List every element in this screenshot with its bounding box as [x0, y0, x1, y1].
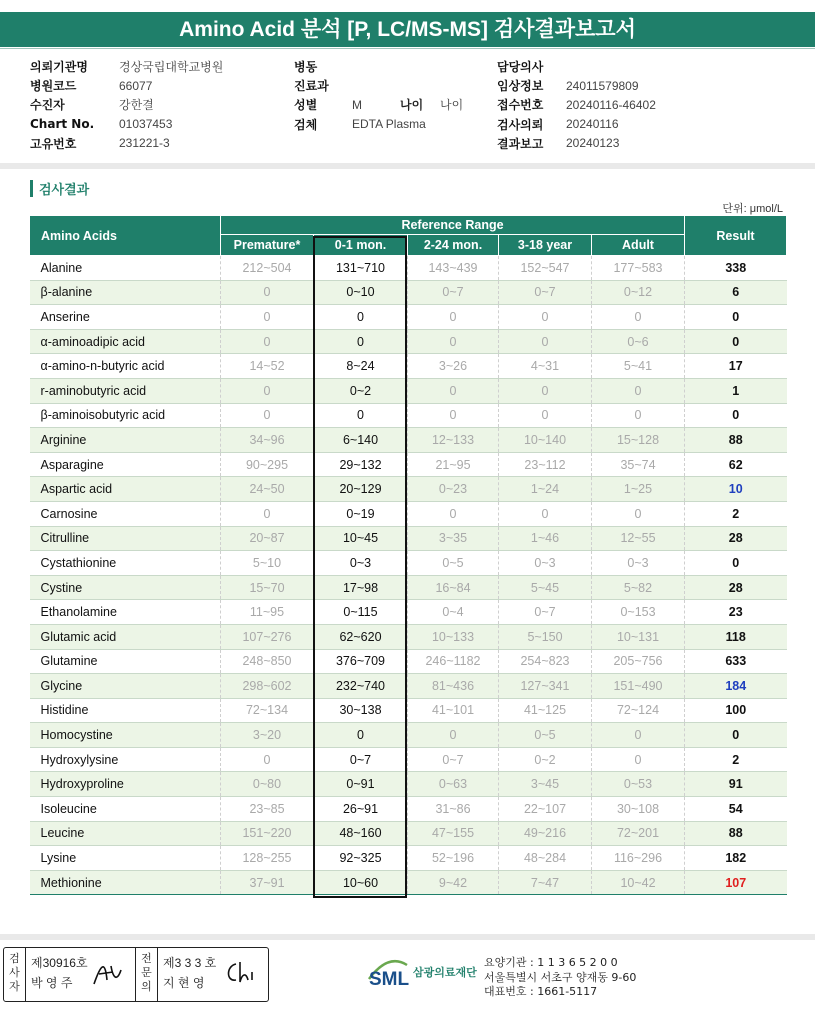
reference-range-cell: 0	[499, 501, 592, 526]
reference-range-cell: 0~12	[592, 280, 685, 305]
reference-range-cell: 29~132	[314, 452, 408, 477]
reference-range-cell: 0~3	[592, 551, 685, 576]
reference-range-cell: 0~5	[408, 551, 499, 576]
reference-range-cell: 81~436	[408, 674, 499, 699]
amino-acid-name: α-amino-n-butyric acid	[30, 354, 221, 379]
table-row	[30, 477, 787, 502]
inspector-license: 제30916호	[31, 956, 88, 970]
reference-range-cell: 26~91	[314, 797, 408, 822]
reference-range-cell: 23~85	[221, 797, 314, 822]
info-label: 담당의사	[497, 60, 544, 75]
reference-range-cell: 0	[592, 501, 685, 526]
section-heading	[30, 179, 89, 197]
reference-range-cell: 5~45	[499, 575, 592, 600]
reference-range-cell: 5~10	[221, 551, 314, 576]
inspector-cell	[26, 948, 136, 1001]
address-line: 요양기관 : 1 1 3 6 5 2 0 0	[484, 956, 618, 969]
amino-acid-name: Arginine	[30, 428, 221, 453]
info-label: 검사의뢰	[497, 117, 544, 132]
info-row-doctor	[497, 57, 656, 76]
reference-range-cell: 0	[314, 305, 408, 330]
amino-acid-name: Citrulline	[30, 526, 221, 551]
reference-range-cell: 0	[221, 305, 314, 330]
result-value: 54	[685, 797, 787, 822]
reference-range-cell: 48~284	[499, 846, 592, 871]
result-value: 633	[685, 649, 787, 674]
reference-range-cell: 31~86	[408, 797, 499, 822]
reference-range-cell: 0	[314, 329, 408, 354]
amino-acid-name: β-alanine	[30, 280, 221, 305]
reference-range-cell: 0~4	[408, 600, 499, 625]
reference-range-cell: 12~55	[592, 526, 685, 551]
inspector-name: 박 영 주	[31, 976, 73, 990]
amino-acid-name: Ethanolamine	[30, 600, 221, 625]
result-value: 107	[685, 870, 787, 895]
info-value: 20240116	[566, 117, 619, 132]
reference-range-cell: 0	[314, 723, 408, 748]
info-row-request-date	[497, 115, 656, 134]
reference-range-cell: 10~60	[314, 870, 408, 895]
reference-range-cell: 0	[408, 378, 499, 403]
reference-range-cell: 0~2	[314, 378, 408, 403]
reference-range-cell: 127~341	[499, 674, 592, 699]
info-value: 20240123	[566, 136, 620, 151]
table-row	[30, 329, 787, 354]
title-divider	[0, 48, 815, 49]
logo-swoosh-icon	[367, 955, 409, 989]
reference-range-cell: 34~96	[221, 428, 314, 453]
result-value: 100	[685, 698, 787, 723]
reference-range-cell: 1~46	[499, 526, 592, 551]
result-value: 28	[685, 575, 787, 600]
reference-range-cell: 8~24	[314, 354, 408, 379]
signature-box	[3, 947, 269, 1002]
header-reference-range: Reference Range	[221, 216, 685, 235]
amino-acid-name: Lysine	[30, 846, 221, 871]
amino-acid-name: Glutamine	[30, 649, 221, 674]
reference-range-cell: 143~439	[408, 256, 499, 281]
reference-range-cell: 248~850	[221, 649, 314, 674]
reference-range-cell: 37~91	[221, 870, 314, 895]
reference-range-cell: 0~7	[499, 280, 592, 305]
info-row-clinical-info	[497, 76, 656, 95]
amino-acid-name: Carnosine	[30, 501, 221, 526]
reference-range-cell: 0~23	[408, 477, 499, 502]
section-divider	[0, 163, 815, 169]
table-row	[30, 501, 787, 526]
reference-range-cell: 0~7	[314, 747, 408, 772]
table-row	[30, 378, 787, 403]
specialist-signature-icon	[222, 958, 258, 988]
info-row-specimen	[294, 115, 463, 134]
reference-range-cell: 15~128	[592, 428, 685, 453]
reference-range-cell: 0~7	[408, 280, 499, 305]
table-row	[30, 452, 787, 477]
reference-range-cell: 0	[408, 501, 499, 526]
org-name: 삼광의료재단	[413, 966, 477, 979]
table-row	[30, 256, 787, 281]
reference-range-cell: 298~602	[221, 674, 314, 699]
table-row	[30, 723, 787, 748]
result-value: 1	[685, 378, 787, 403]
info-value: 01037453	[119, 117, 173, 132]
info-label: 병동	[294, 60, 318, 75]
header-premature: Premature*	[221, 235, 314, 256]
reference-range-cell: 15~70	[221, 575, 314, 600]
table-row	[30, 575, 787, 600]
reference-range-cell: 0	[221, 403, 314, 428]
reference-range-cell: 9~42	[408, 870, 499, 895]
info-value: 231221-3	[119, 136, 170, 151]
reference-range-cell: 1~25	[592, 477, 685, 502]
result-value: 0	[685, 305, 787, 330]
patient-info-col2	[294, 57, 463, 134]
result-value: 62	[685, 452, 787, 477]
reference-range-cell: 41~125	[499, 698, 592, 723]
amino-acid-name: Aspartic acid	[30, 477, 221, 502]
age-value: 나이	[440, 98, 464, 113]
sml-logo	[367, 955, 477, 989]
reference-range-cell: 0	[592, 305, 685, 330]
info-row-receipt-no	[497, 95, 656, 114]
amino-acid-name: Glycine	[30, 674, 221, 699]
reference-range-cell: 0	[408, 403, 499, 428]
result-value: 28	[685, 526, 787, 551]
table-row	[30, 846, 787, 871]
info-label: 진료과	[294, 79, 329, 94]
reference-range-cell: 0	[592, 378, 685, 403]
inspector-signature-icon	[91, 958, 125, 988]
reference-range-cell: 11~95	[221, 600, 314, 625]
table-row	[30, 772, 787, 797]
info-value: 20240116-46402	[566, 97, 656, 112]
info-label: Chart No.	[30, 117, 95, 132]
reference-range-cell: 4~31	[499, 354, 592, 379]
reference-range-cell: 0	[221, 280, 314, 305]
reference-range-cell: 72~134	[221, 698, 314, 723]
reference-range-cell: 10~133	[408, 624, 499, 649]
reference-range-cell: 0~91	[314, 772, 408, 797]
reference-range-cell: 0~5	[499, 723, 592, 748]
specialist-name: 지 현 영	[163, 976, 205, 990]
result-value: 2	[685, 747, 787, 772]
reference-range-cell: 90~295	[221, 452, 314, 477]
reference-range-cell: 10~131	[592, 624, 685, 649]
reference-range-cell: 3~20	[221, 723, 314, 748]
reference-range-cell: 0	[408, 329, 499, 354]
info-label: 병원코드	[30, 79, 77, 94]
amino-acid-name: Hydroxyproline	[30, 772, 221, 797]
reference-range-cell: 212~504	[221, 256, 314, 281]
reference-range-cell: 0	[221, 329, 314, 354]
info-label: 수진자	[30, 98, 65, 113]
amino-acid-name: Isoleucine	[30, 797, 221, 822]
info-row-report-date	[497, 134, 656, 153]
result-value: 88	[685, 428, 787, 453]
reference-range-cell: 30~108	[592, 797, 685, 822]
result-value: 17	[685, 354, 787, 379]
reference-range-cell: 41~101	[408, 698, 499, 723]
reference-range-cell: 10~45	[314, 526, 408, 551]
reference-range-cell: 49~216	[499, 821, 592, 846]
reference-range-cell: 0~63	[408, 772, 499, 797]
info-value: M	[352, 97, 362, 112]
reference-range-cell: 131~710	[314, 256, 408, 281]
section-marker	[30, 180, 33, 197]
amino-acid-name: Methionine	[30, 870, 221, 895]
info-row-ward	[294, 57, 463, 76]
reference-range-cell: 246~1182	[408, 649, 499, 674]
amino-acid-name: α-aminoadipic acid	[30, 329, 221, 354]
table-row	[30, 280, 787, 305]
reference-range-cell: 232~740	[314, 674, 408, 699]
table-row	[30, 428, 787, 453]
reference-range-cell: 116~296	[592, 846, 685, 871]
age-label: 나이	[400, 98, 424, 113]
info-row-sex-age	[294, 95, 463, 114]
reference-range-cell: 3~45	[499, 772, 592, 797]
reference-range-cell: 0~2	[499, 747, 592, 772]
table-row	[30, 354, 787, 379]
address-line: 서울특별시 서초구 양재동 9-60	[484, 970, 637, 984]
reference-range-cell: 0~80	[221, 772, 314, 797]
result-value: 0	[685, 723, 787, 748]
amino-acid-name: Cystine	[30, 575, 221, 600]
reference-range-cell: 0	[221, 378, 314, 403]
result-value: 182	[685, 846, 787, 871]
reference-range-cell: 0	[499, 305, 592, 330]
inspector-label: 검사자	[4, 948, 26, 1001]
reference-range-cell: 107~276	[221, 624, 314, 649]
table-row	[30, 649, 787, 674]
info-label: 임상정보	[497, 79, 544, 94]
reference-range-cell: 17~98	[314, 575, 408, 600]
info-value: 24011579809	[566, 78, 639, 93]
reference-range-cell: 7~47	[499, 870, 592, 895]
reference-range-cell: 0~19	[314, 501, 408, 526]
header-0-1-mon: 0-1 mon.	[314, 235, 408, 256]
amino-acid-name: Leucine	[30, 821, 221, 846]
result-value: 0	[685, 551, 787, 576]
reference-range-cell: 20~87	[221, 526, 314, 551]
reference-range-cell: 0~115	[314, 600, 408, 625]
reference-range-cell: 0~10	[314, 280, 408, 305]
header-3-18-year: 3-18 year	[499, 235, 592, 256]
table-row	[30, 674, 787, 699]
info-row-hospital-code	[30, 76, 223, 95]
reference-range-cell: 5~41	[592, 354, 685, 379]
info-label: 결과보고	[497, 136, 544, 151]
info-label: 고유번호	[30, 136, 77, 151]
section-title: 검사결과	[39, 182, 90, 198]
reference-range-cell: 5~150	[499, 624, 592, 649]
info-label: 성별	[294, 98, 318, 113]
reference-range-cell: 0~3	[499, 551, 592, 576]
reference-range-cell: 6~140	[314, 428, 408, 453]
reference-range-cell: 0	[408, 723, 499, 748]
table-row	[30, 403, 787, 428]
reference-range-cell: 376~709	[314, 649, 408, 674]
institution-address	[484, 956, 636, 1000]
reference-range-cell: 177~583	[592, 256, 685, 281]
table-row	[30, 870, 787, 895]
info-value: 66077	[119, 78, 153, 93]
table-row	[30, 747, 787, 772]
reference-range-cell: 72~124	[592, 698, 685, 723]
table-row	[30, 624, 787, 649]
amino-acid-name: Homocystine	[30, 723, 221, 748]
patient-info-col3	[497, 57, 656, 153]
reference-range-cell: 10~42	[592, 870, 685, 895]
logo-text: SML	[369, 969, 409, 989]
reference-range-cell: 0~53	[592, 772, 685, 797]
info-value: 강한결	[119, 98, 154, 113]
reference-range-cell: 3~35	[408, 526, 499, 551]
header-2-24-mon: 2-24 mon.	[408, 235, 499, 256]
result-value: 118	[685, 624, 787, 649]
reference-range-cell: 22~107	[499, 797, 592, 822]
amino-acid-name: β-aminoisobutyric acid	[30, 403, 221, 428]
amino-acid-name: Alanine	[30, 256, 221, 281]
info-row-institution	[30, 57, 223, 76]
result-value: 10	[685, 477, 787, 502]
reference-range-cell: 72~201	[592, 821, 685, 846]
amino-acid-table	[29, 215, 787, 895]
info-row-chart-no	[30, 115, 223, 134]
specialist-cell	[158, 948, 268, 1001]
reference-range-cell: 23~112	[499, 452, 592, 477]
result-value: 184	[685, 674, 787, 699]
footer-divider	[0, 934, 815, 940]
amino-acid-name: Anserine	[30, 305, 221, 330]
info-label: 접수번호	[497, 98, 544, 113]
result-value: 91	[685, 772, 787, 797]
reference-range-cell: 205~756	[592, 649, 685, 674]
reference-range-cell: 52~196	[408, 846, 499, 871]
amino-acid-name: Glutamic acid	[30, 624, 221, 649]
reference-range-cell: 0	[408, 305, 499, 330]
table-row	[30, 305, 787, 330]
header-result: Result	[685, 216, 787, 256]
table-row	[30, 526, 787, 551]
reference-range-cell: 0~6	[592, 329, 685, 354]
reference-range-cell: 0~7	[408, 747, 499, 772]
info-value: EDTA Plasma	[352, 117, 426, 132]
amino-acid-name: r-aminobutyric acid	[30, 378, 221, 403]
reference-range-cell: 0	[499, 329, 592, 354]
reference-range-cell: 0	[499, 403, 592, 428]
result-value: 0	[685, 329, 787, 354]
result-value: 0	[685, 403, 787, 428]
table-row	[30, 698, 787, 723]
reference-range-cell: 48~160	[314, 821, 408, 846]
reference-range-cell: 0~153	[592, 600, 685, 625]
reference-range-cell: 0	[221, 501, 314, 526]
info-value: 경상국립대학교병원	[119, 60, 224, 75]
reference-range-cell: 0	[221, 747, 314, 772]
reference-range-cell: 3~26	[408, 354, 499, 379]
reference-range-cell: 24~50	[221, 477, 314, 502]
info-label: 의뢰기관명	[30, 60, 88, 75]
reference-range-cell: 0	[592, 747, 685, 772]
reference-range-cell: 20~129	[314, 477, 408, 502]
report-title: Amino Acid 분석 [P, LC/MS-MS] 검사결과보고서	[0, 12, 815, 47]
specialist-label: 전문의	[136, 948, 158, 1001]
reference-range-cell: 0	[499, 378, 592, 403]
reference-range-cell: 0	[314, 403, 408, 428]
reference-range-cell: 151~490	[592, 674, 685, 699]
header-amino-acids: Amino Acids	[30, 216, 221, 256]
table-row	[30, 797, 787, 822]
info-row-department	[294, 76, 463, 95]
reference-range-cell: 0~3	[314, 551, 408, 576]
reference-range-cell: 0	[592, 403, 685, 428]
result-value: 88	[685, 821, 787, 846]
info-row-patient	[30, 95, 223, 114]
reference-range-cell: 30~138	[314, 698, 408, 723]
amino-acid-name: Cystathionine	[30, 551, 221, 576]
result-value: 2	[685, 501, 787, 526]
unit-label: 단위: μmol/L	[722, 203, 783, 215]
reference-range-cell: 16~84	[408, 575, 499, 600]
specialist-license: 제3 3 3 호	[163, 956, 217, 970]
reference-range-cell: 35~74	[592, 452, 685, 477]
reference-range-cell: 151~220	[221, 821, 314, 846]
reference-range-cell: 10~140	[499, 428, 592, 453]
reference-range-cell: 92~325	[314, 846, 408, 871]
table-row	[30, 600, 787, 625]
result-value: 338	[685, 256, 787, 281]
reference-range-cell: 1~24	[499, 477, 592, 502]
reference-range-cell: 62~620	[314, 624, 408, 649]
reference-range-cell: 12~133	[408, 428, 499, 453]
reference-range-cell: 254~823	[499, 649, 592, 674]
reference-range-cell: 21~95	[408, 452, 499, 477]
table-row	[30, 551, 787, 576]
reference-range-cell: 0	[592, 723, 685, 748]
patient-info-col1	[30, 57, 223, 153]
info-row-unique-no	[30, 134, 223, 153]
reference-range-cell: 128~255	[221, 846, 314, 871]
address-line: 대표번호 : 1661-5117	[484, 985, 598, 998]
result-value: 6	[685, 280, 787, 305]
reference-range-cell: 152~547	[499, 256, 592, 281]
reference-range-cell: 47~155	[408, 821, 499, 846]
reference-range-cell: 0~7	[499, 600, 592, 625]
result-value: 23	[685, 600, 787, 625]
amino-acid-name: Asparagine	[30, 452, 221, 477]
reference-range-cell: 14~52	[221, 354, 314, 379]
amino-acid-name: Histidine	[30, 698, 221, 723]
amino-acid-name: Hydroxylysine	[30, 747, 221, 772]
header-adult: Adult	[592, 235, 685, 256]
reference-range-cell: 5~82	[592, 575, 685, 600]
info-label: 검체	[294, 117, 318, 132]
table-row	[30, 821, 787, 846]
